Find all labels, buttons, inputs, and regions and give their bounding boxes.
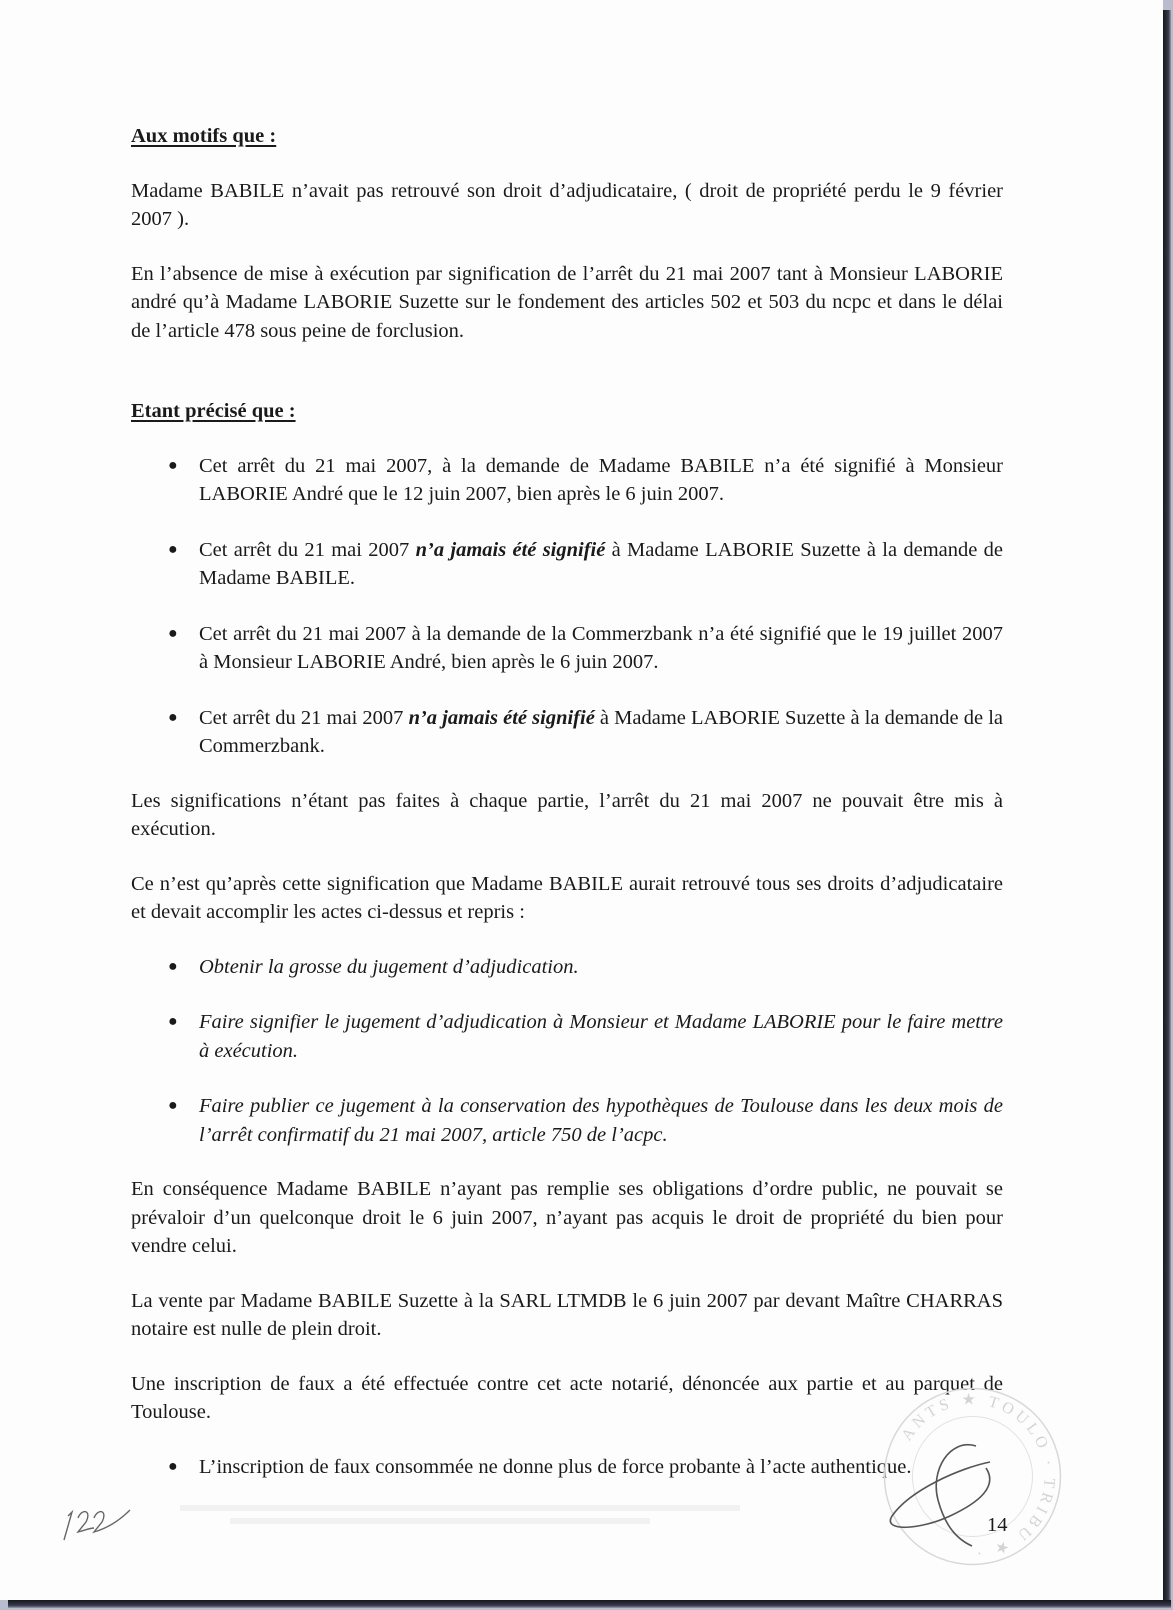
list-item-text: Obtenir la grosse du jugement d’adjudication. [199, 955, 579, 978]
bullet-list-significations [131, 452, 1003, 761]
list-item [131, 953, 1003, 982]
list-item-text: Cet arrêt du 21 mai 2007, à la demande de Madame BABILE n’a été signifié à Monsieur LABORIE André que le 12 juin 2007, bien après le 6 juin 2007. [199, 454, 1003, 505]
bullet-icon: ● [168, 540, 178, 558]
page-content [131, 122, 1003, 1481]
page-number: 14 [987, 1514, 1008, 1536]
list-item [131, 1008, 1003, 1065]
bullet-list-obligations [131, 953, 1003, 1150]
bullet-icon: ● [168, 624, 178, 642]
bullet-icon: ● [168, 1097, 178, 1114]
paragraph: Ce n’est qu’après cette signification que Madame BABILE aurait retrouvé tous ses droits d’adjudicataire et devait accomplir les actes ci-dessus et repris : [131, 872, 1003, 923]
list-item-text: Faire publier ce jugement à la conservation des hypothèques de Toulouse dans les deux mois de l’arrêt confirmatif du 21 mai 2007, article 750 de l’acpc. [199, 1095, 1003, 1146]
list-item-text: à Madame LABORIE Suzette à la demande de Madame BABILE. [199, 538, 1004, 589]
list-item [131, 536, 1003, 593]
list-item-text: Cet arrêt du 21 mai 2007 à la demande de la Commerzbank n’a été signifié que le 19 juillet 2007 à Monsieur LABORIE André, bien après le 6 juin 2007. [199, 622, 1003, 673]
page-shadow-bottom [8, 1600, 1171, 1608]
bullet-icon: ● [168, 1457, 178, 1475]
list-item-text: Cet arrêt du 21 mai 2007 [199, 538, 416, 561]
list-item-text: Faire signifier le jugement d’adjudication à Monsieur et Madame LABORIE pour le faire mettre à exécution. [199, 1011, 1003, 1062]
bleed-through-mark [180, 1505, 740, 1511]
bullet-icon: ● [168, 1013, 178, 1030]
emphasis-text: n’a jamais été signifié [408, 706, 595, 729]
bullet-icon: ● [168, 957, 178, 975]
paragraph: En conséquence Madame BABILE n’ayant pas remplie ses obligations d’ordre public, ne pouvait se prévaloir d’un quelconque droit le 6 juin 2007, n’ayant pas acquis le droit de propriété du bien pour vendre celui. [131, 1178, 1003, 1257]
seal-text: ANTS ★ TOULO · TRIBU ★ · [898, 1391, 1058, 1562]
handwritten-page-annotation [58, 1500, 138, 1545]
paragraph: Les significations n’étant pas faites à chaque partie, l’arrêt du 21 mai 2007 ne pouvait être mis à exécution. [131, 789, 1003, 840]
list-item [131, 1453, 1003, 1482]
bleed-through-mark [230, 1518, 650, 1524]
paragraph: Une inscription de faux a été effectuée contre cet acte notarié, dénoncée aux partie et au parquet de Toulouse. [131, 1372, 1003, 1423]
bullet-icon: ● [168, 456, 178, 474]
page-shadow-right [1163, 10, 1171, 1608]
list-item [131, 620, 1003, 677]
list-item-text: Cet arrêt du 21 mai 2007 [199, 706, 409, 729]
heading-aux-motifs: Aux motifs que : [131, 125, 277, 147]
paragraph: La vente par Madame BABILE Suzette à la SARL LTMDB le 6 juin 2007 par devant Maître CHARRAS notaire est nulle de plein droit. [131, 1289, 1003, 1340]
list-item-text: L’inscription de faux consommée ne donne plus de force probante à l’acte authentique. [199, 1455, 912, 1478]
bullet-list-final [131, 1453, 1003, 1482]
emphasis-text: n’a jamais été signifié [415, 538, 606, 561]
paragraph: Madame BABILE n’avait pas retrouvé son droit d’adjudicataire, ( droit de propriété perdu le 9 février 2007 ). [131, 179, 1003, 230]
bullet-icon: ● [168, 708, 178, 726]
list-item [131, 704, 1003, 761]
list-item [131, 452, 1003, 509]
list-item-text: à Madame LABORIE Suzette à la demande de la Commerzbank. [199, 706, 1004, 757]
heading-etant-precise: Etant précisé que : [131, 400, 296, 422]
paragraph: En l’absence de mise à exécution par signification de l’arrêt du 21 mai 2007 tant à Monsieur LABORIE andré qu’à Madame LABORIE Suzette sur le fondement des articles 502 et 503 du ncpc et dans le délai de l’article 478 sous peine de forclusion. [131, 262, 1003, 342]
list-item [131, 1092, 1003, 1149]
